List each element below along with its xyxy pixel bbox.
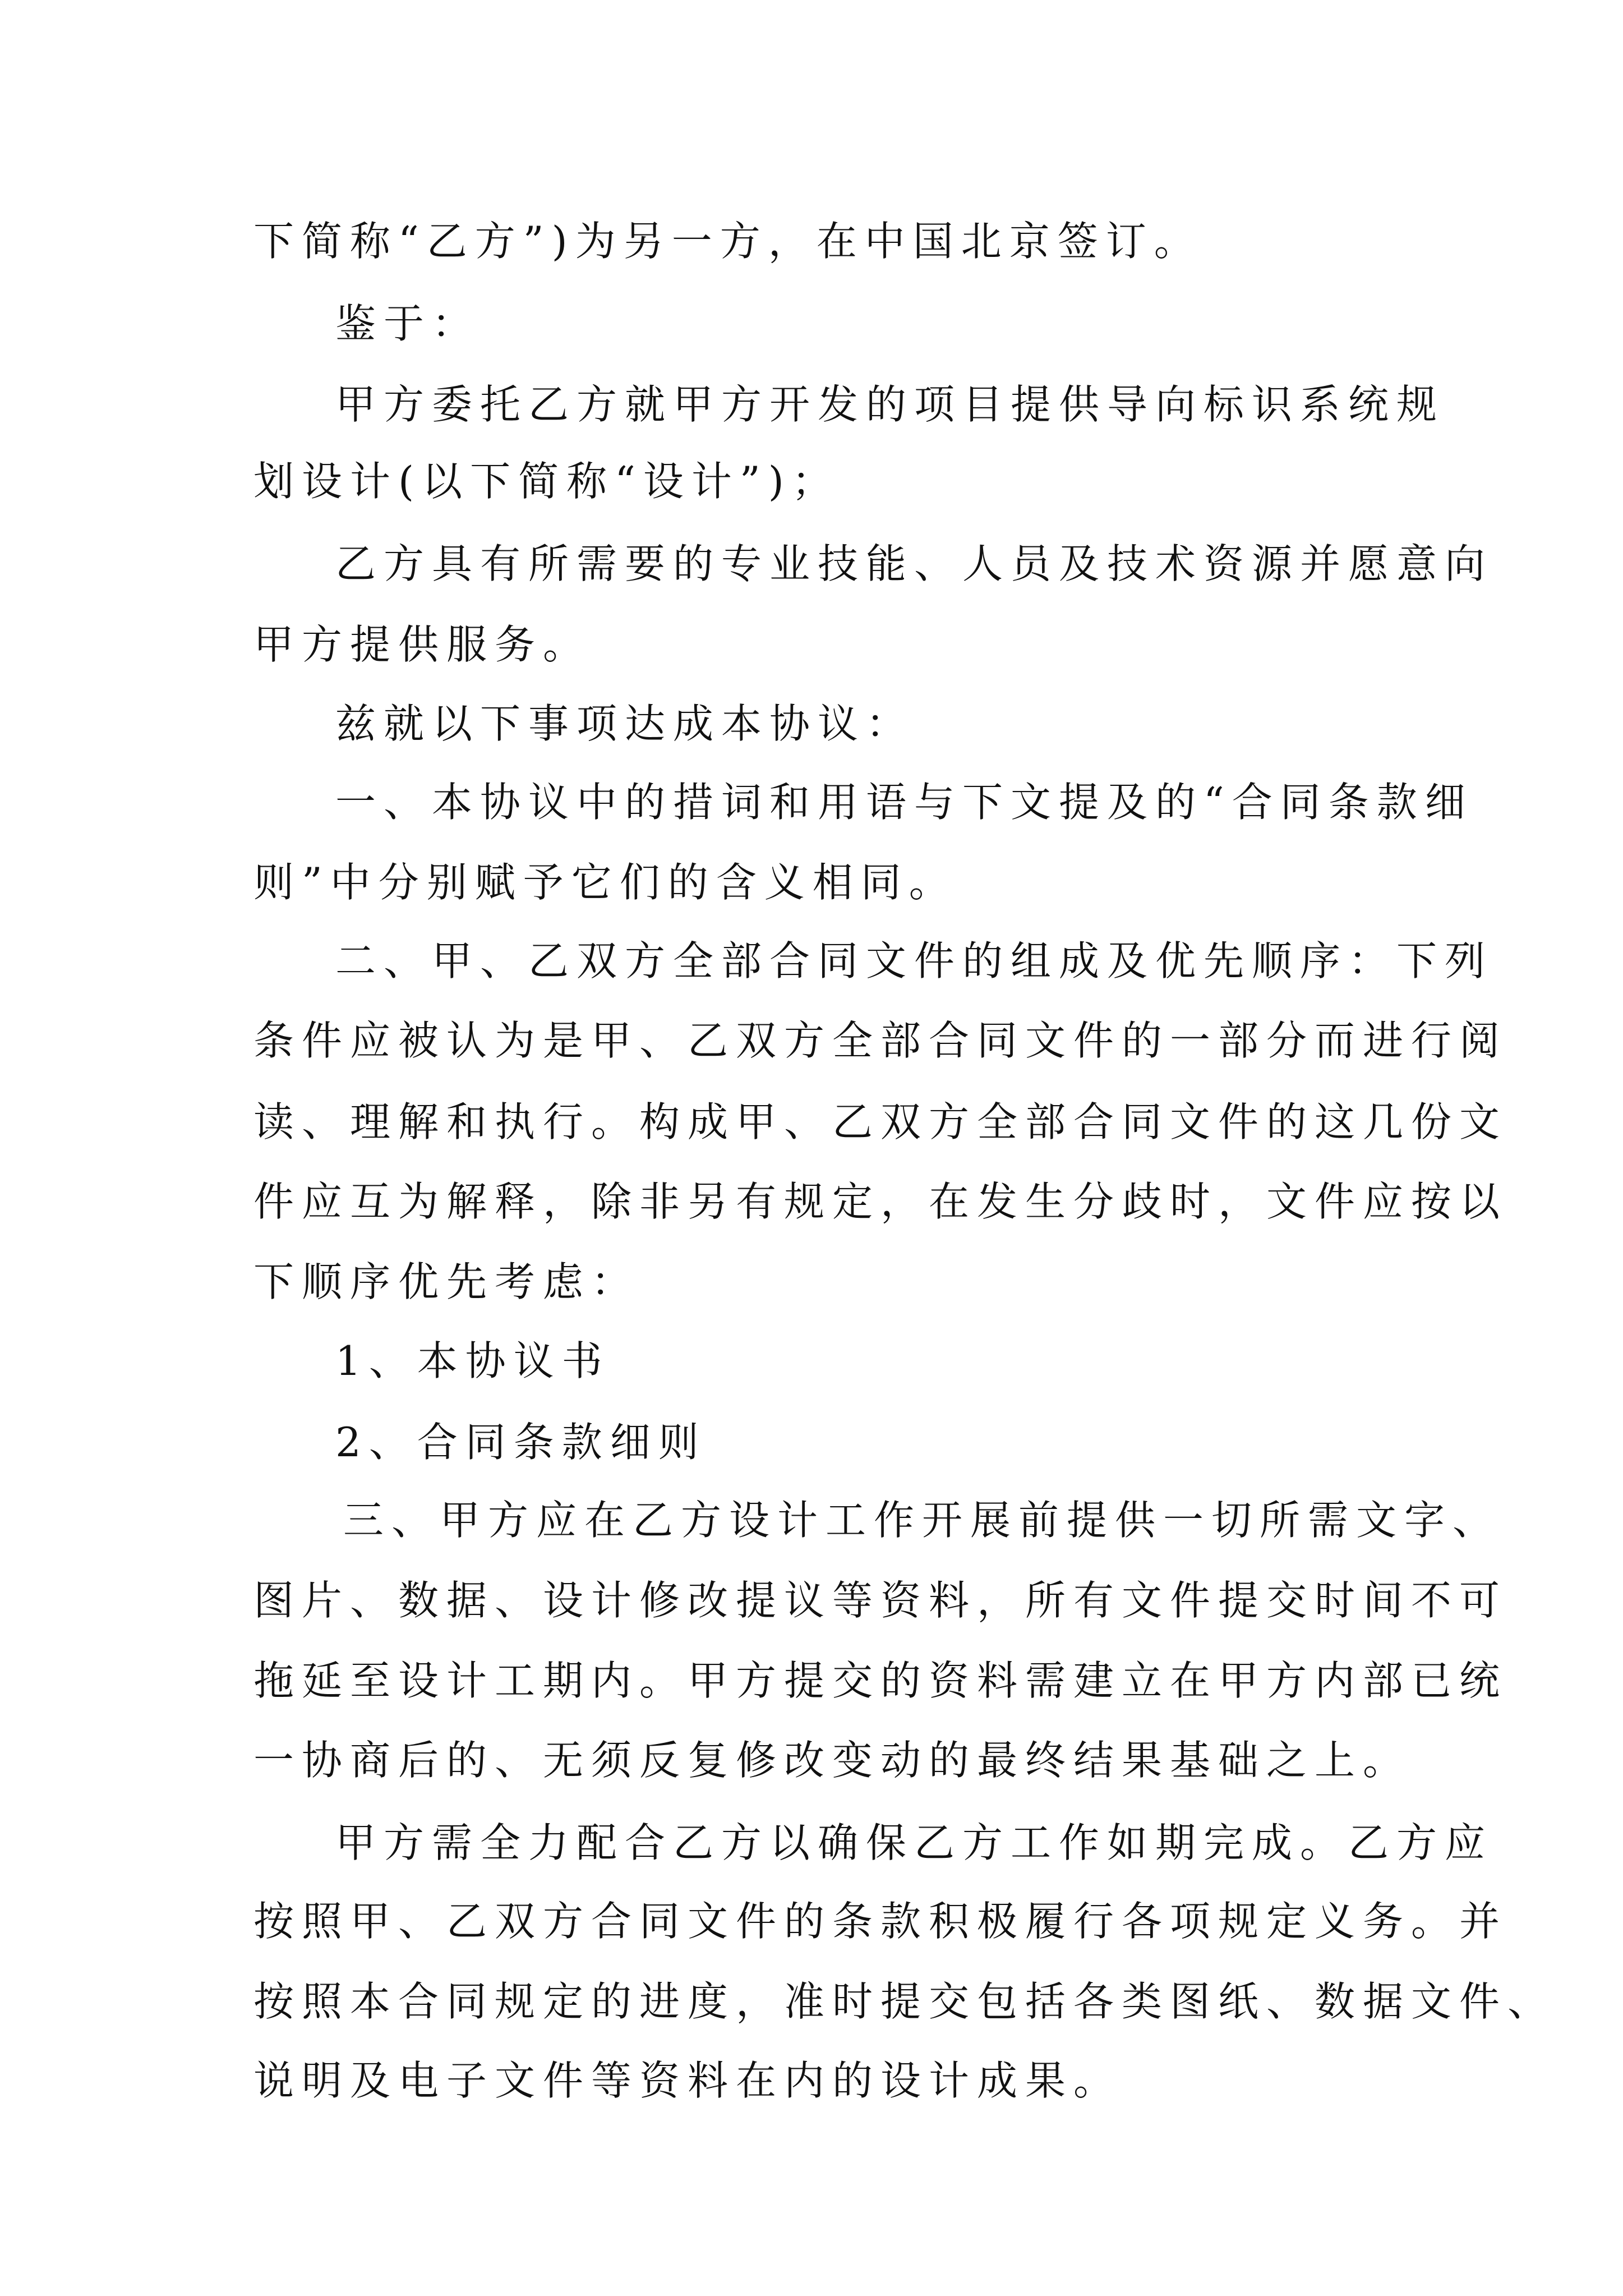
text-line: 条件应被认为是甲、乙双方全部合同文件的一部分而进行阅	[253, 1017, 1508, 1064]
text-line: 鉴于：	[335, 300, 481, 347]
text-line: 兹就以下事项达成本协议：	[335, 700, 915, 747]
text-line: 二、甲、乙双方全部合同文件的组成及优先顺序：下列	[335, 937, 1493, 984]
text-line: 乙方具有所需要的专业技能、人员及技术资源并愿意向	[335, 540, 1493, 587]
text-line: 按照甲、乙双方合同文件的条款积极履行各项规定义务。并	[253, 1898, 1508, 1945]
text-line: 下简称“乙方”)为另一方，在中国北京签订。	[253, 218, 1202, 265]
text-line: 甲方提供服务。	[253, 621, 592, 668]
text-line: 件应互为解释，除非另有规定，在发生分歧时，文件应按以	[253, 1178, 1508, 1225]
text-line: 甲方委托乙方就甲方开发的项目提供导向标识系统规	[335, 381, 1445, 428]
text-line: 读、理解和执行。构成甲、乙双方全部合同文件的这几份文	[253, 1098, 1508, 1145]
text-line: 则”中分别赋予它们的含义相同。	[253, 859, 957, 906]
text-line: 一、本协议中的措词和用语与下文提及的“合同条款细	[335, 779, 1473, 826]
text-line: 1、本协议书	[335, 1337, 610, 1384]
text-line: 三、甲方应在乙方设计工作开展前提供一切所需文字、	[343, 1497, 1501, 1544]
text-line: 一协商后的、无须反复修改变动的最终结果基础之上。	[253, 1737, 1412, 1784]
text-line: 拖延至设计工期内。甲方提交的资料需建立在甲方内部已统	[253, 1657, 1508, 1704]
text-line: 甲方需全力配合乙方以确保乙方工作如期完成。乙方应	[335, 1819, 1493, 1866]
text-line: 说明及电子文件等资料在内的设计成果。	[253, 2057, 1122, 2104]
text-line: 2、合同条款细则	[335, 1419, 707, 1466]
text-line: 划设计(以下简称“设计”)；	[253, 458, 840, 505]
text-line: 下顺序优先考虑：	[253, 1258, 640, 1305]
text-line: 按照本合同规定的进度，准时提交包括各类图纸、数据文件、	[253, 1978, 1556, 2025]
text-line: 图片、数据、设计修改提议等资料，所有文件提交时间不可	[253, 1577, 1508, 1624]
